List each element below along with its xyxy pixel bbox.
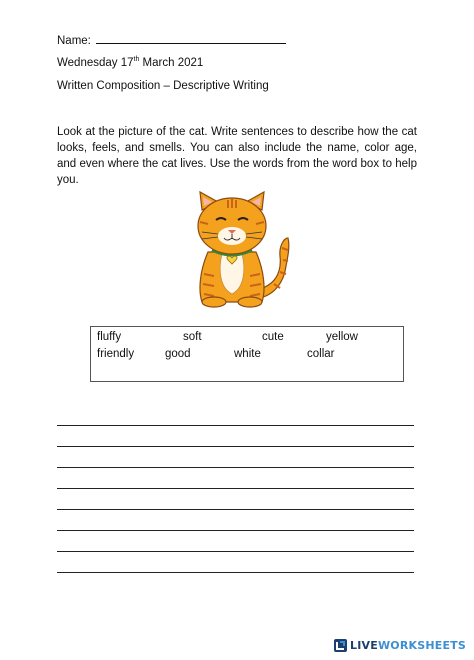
date-prefix: Wednesday 17 bbox=[57, 57, 134, 69]
liveworksheets-watermark bbox=[334, 639, 466, 652]
name-label: Name: bbox=[57, 35, 91, 47]
brand-suffix: WORKSHEETS bbox=[377, 639, 466, 652]
worksheet-title: Written Composition – Descriptive Writing bbox=[57, 80, 269, 92]
instructions-paragraph: Look at the picture of the cat. Write sentences to describe how the cat looks, feels, and smells. You can also include the name, color age, and even where the cat lives. Use the words from the word box to help you. bbox=[57, 126, 417, 186]
writing-line[interactable] bbox=[57, 509, 414, 510]
word-item: yellow bbox=[326, 331, 358, 343]
date-row bbox=[57, 56, 203, 69]
word-item: fluffy bbox=[97, 331, 122, 343]
brand-prefix: LIVE bbox=[350, 639, 378, 652]
date-rest: March 2021 bbox=[139, 57, 204, 69]
word-item: collar bbox=[307, 348, 335, 360]
date-ordinal-suffix: th bbox=[133, 56, 140, 63]
writing-line[interactable] bbox=[57, 488, 414, 489]
writing-line[interactable] bbox=[57, 425, 414, 426]
liveworksheets-brand bbox=[350, 639, 466, 652]
writing-line[interactable] bbox=[57, 551, 414, 552]
word-item: friendly bbox=[97, 348, 135, 360]
writing-line[interactable] bbox=[57, 530, 414, 531]
word-item: good bbox=[165, 348, 191, 360]
word-item: soft bbox=[183, 331, 202, 343]
writing-line[interactable] bbox=[57, 572, 414, 573]
word-item: cute bbox=[262, 331, 284, 343]
cat-illustration bbox=[178, 190, 290, 308]
name-row bbox=[57, 32, 286, 47]
name-blank-field[interactable] bbox=[96, 32, 286, 44]
word-box bbox=[90, 326, 404, 382]
writing-line[interactable] bbox=[57, 467, 414, 468]
word-item: white bbox=[234, 348, 261, 360]
writing-line[interactable] bbox=[57, 446, 414, 447]
liveworksheets-logo-icon bbox=[334, 639, 347, 652]
